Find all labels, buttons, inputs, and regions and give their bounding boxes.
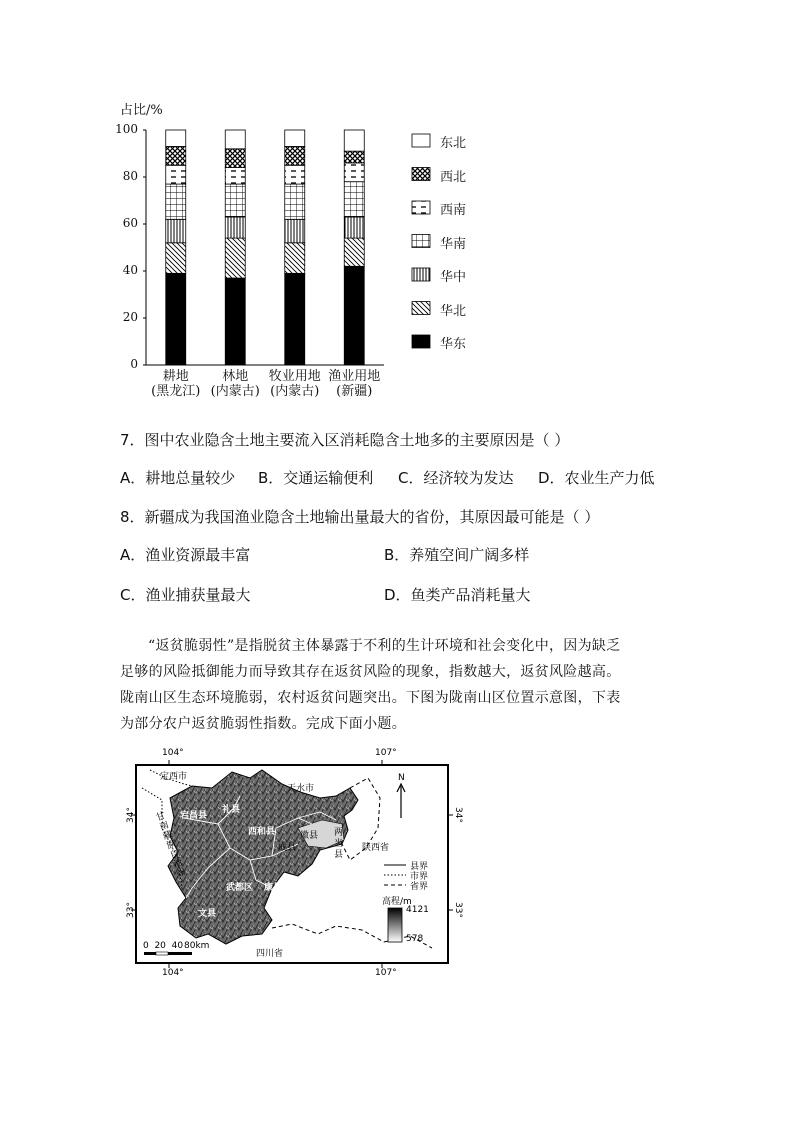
passage-line-1: “返贫脆弱性”是指脱贫主体暴露于不利的生计环境和社会变化中，因为缺乏	[148, 638, 621, 654]
legend-swatch	[412, 335, 430, 348]
q7-option-c: C．经济较为发达	[398, 469, 514, 487]
passage-line-2: 足够的风险抵御能力而导致其存在返贫风险的现象，指数越大，返贫风险越高。	[120, 664, 621, 680]
q7-stem: 7．图中农业隐含土地主要流入区消耗隐含土地多的主要原因是（ ）	[120, 431, 570, 449]
bar-segment	[166, 130, 186, 146]
chart-x-tick-line1: 林地	[222, 369, 249, 384]
chart-ylabel: 占比/%	[120, 103, 163, 118]
chart-x-tick-line2: (内蒙古)	[210, 384, 260, 399]
bar-segment	[285, 243, 305, 274]
passage-line-3: 陇南山区生态环境脆弱，农村返贫问题突出。下图为陇南山区位置示意图，下表	[120, 690, 621, 706]
label-lixian: 礼县	[222, 805, 241, 815]
bar-segment	[225, 278, 245, 365]
label-gannan: 甘南藏族自治州	[155, 810, 188, 880]
q8-option-d: D．鱼类产品消耗量大	[384, 586, 531, 604]
chart-x-tick-label	[201, 369, 269, 399]
chart-y-tick-label: 80	[122, 169, 138, 183]
chart-y-tick-label: 0	[130, 357, 138, 371]
legend-swatch	[412, 201, 430, 214]
chart-x-tick-line1: 渔业用地	[328, 369, 381, 384]
legend-city-label: 市界	[410, 872, 429, 882]
bar-segment	[225, 238, 245, 278]
chart-y-tick-label: 100	[115, 122, 138, 136]
legend-swatch	[412, 302, 430, 315]
map-lat-right-bottom: 33°	[452, 902, 463, 918]
legend-label: 华东	[440, 337, 467, 352]
chart-y-tick-label: 40	[122, 263, 138, 277]
map-lon-bottom-left: 104°	[162, 968, 184, 978]
label-liangdang: 两当县	[334, 828, 344, 860]
chart-plot	[110, 96, 490, 406]
legend-swatch	[412, 134, 430, 147]
label-tianshui: 天水市	[287, 784, 315, 794]
label-sichuan: 四川省	[256, 949, 284, 959]
chart-y-tick-label: 60	[122, 216, 138, 230]
legend-label: 华南	[440, 236, 467, 252]
bar-segment	[166, 184, 186, 219]
label-kangxian: 康县	[264, 883, 283, 893]
label-xihe: 西和县	[248, 827, 276, 837]
legend-label: 东北	[440, 136, 467, 151]
map-lat-left-top: 34°	[125, 807, 136, 823]
bar-segment	[285, 184, 305, 219]
bar-segment	[285, 146, 305, 165]
bar-segment	[225, 130, 245, 149]
chart-x-tick-label	[142, 369, 210, 399]
bar-segment	[344, 151, 364, 163]
elevation-colorbar	[388, 908, 402, 942]
label-chengxian: 成县	[278, 843, 297, 853]
chart-x-tick-label	[261, 369, 329, 399]
legend-label: 华北	[440, 303, 467, 319]
label-dingxi: 定西市	[160, 772, 188, 782]
map-lon-top-right: 107°	[375, 748, 397, 758]
bar-segment	[344, 266, 364, 365]
bar-segment	[344, 217, 364, 238]
stacked-bar-chart	[110, 96, 490, 406]
q7-option-a: A．耕地总量较少	[120, 469, 236, 487]
bar-segment	[344, 163, 364, 182]
bar-segment	[285, 219, 305, 243]
q8-option-c: C．渔业捕获量最大	[120, 586, 251, 604]
chart-x-tick-line2: (黑龙江)	[151, 384, 201, 399]
passage	[120, 633, 680, 737]
q8-option-a: A．渔业资源最丰富	[120, 546, 251, 564]
label-wudu: 武都区	[226, 883, 254, 893]
longnan-location-map	[122, 748, 472, 980]
legend-province-label: 省界	[410, 882, 429, 892]
bar-segment	[225, 168, 245, 184]
map-lon-top-left: 104°	[162, 748, 184, 758]
map-lon-bottom-right: 107°	[375, 968, 397, 978]
chart-y-tick-label: 20	[122, 310, 138, 324]
q8-stem: 8．新疆成为我国渔业隐含土地输出量最大的省份，其原因最可能是（ ）	[120, 508, 600, 526]
legend-label: 西南	[440, 203, 467, 218]
bar-segment	[225, 149, 245, 168]
bar-segment	[166, 219, 186, 243]
q7-option-b: B．交通运输便利	[258, 469, 374, 487]
legend-swatch	[412, 268, 430, 281]
bar-segment	[225, 184, 245, 217]
map-lat-right-top: 34°	[452, 807, 463, 823]
legend-label: 西北	[440, 169, 467, 185]
bar-segment	[285, 165, 305, 184]
north-label: N	[398, 773, 405, 783]
bar-segment	[344, 130, 364, 151]
label-shaanxi: 陕西省	[362, 843, 390, 853]
legend-swatch	[412, 235, 430, 248]
label-huixian: 徽县	[300, 831, 319, 841]
q7-option-d: D．农业生产力低	[538, 469, 655, 487]
map-lat-left-bottom: 33°	[125, 902, 136, 918]
chart-x-tick-label	[320, 369, 388, 399]
bar-segment	[166, 273, 186, 365]
bar-segment	[166, 146, 186, 165]
bar-segment	[225, 217, 245, 238]
bar-segment	[166, 243, 186, 274]
legend-elevation-title: 高程/m	[382, 897, 412, 907]
bar-segment	[344, 182, 364, 217]
passage-line-4: 为部分农户返贫脆弱性指数。完成下面小题。	[120, 716, 406, 732]
chart-x-tick-line2: (内蒙古)	[270, 384, 320, 399]
chart-x-tick-line1: 耕地	[162, 369, 189, 384]
chart-x-tick-line1: 牧业用地	[268, 369, 321, 384]
chart-x-tick-line2: (新疆)	[336, 384, 373, 399]
label-wenxian: 文县	[198, 909, 217, 919]
bar-segment	[166, 165, 186, 184]
legend-county-label: 县界	[410, 862, 429, 872]
bar-segment	[344, 238, 364, 266]
label-dangchang: 宕昌县	[180, 811, 208, 821]
bar-segment	[285, 130, 305, 146]
legend-elevation-min: 578	[406, 934, 424, 944]
scale-bar-ticks: 0 20 40	[143, 941, 184, 951]
legend-elevation-max: 4121	[406, 905, 429, 915]
q8-option-b: B．养殖空间广阔多样	[384, 546, 530, 564]
legend-label: 华中	[440, 270, 467, 285]
scale-bar-end: 80km	[184, 941, 210, 951]
legend-swatch	[412, 168, 430, 181]
bar-segment	[285, 273, 305, 365]
scale-bar	[144, 952, 192, 955]
